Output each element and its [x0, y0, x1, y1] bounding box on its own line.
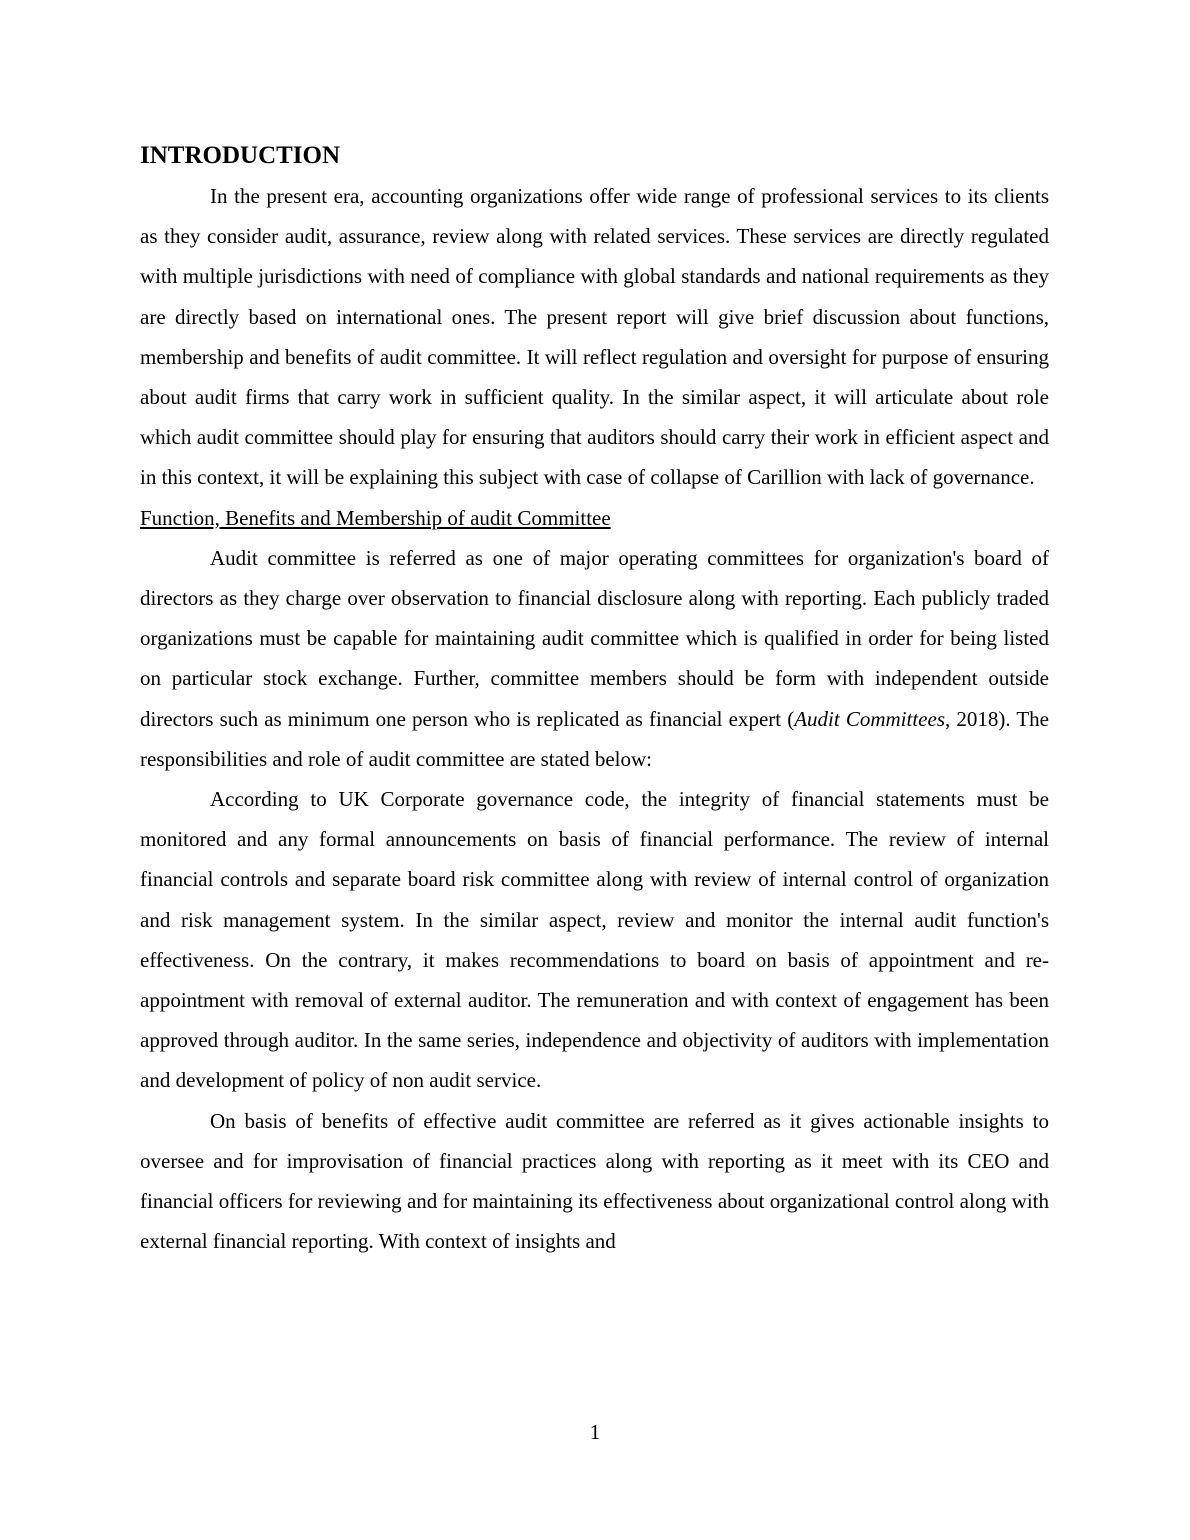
citation-title: Audit Committees — [794, 706, 945, 731]
paragraph-benefits: On basis of benefits of effective audit committee are referred as it gives actionable insights to oversee and for improvisation of financial practices along with reporting as it meet with its CEO and financial officers for reviewing and for maintaining its effectiveness about organizational control along with external financial reporting. With context of insights and — [140, 1108, 1049, 1254]
paragraph-text: , 2018). The responsibilities and role of audit committee are stated below: — [140, 706, 1049, 771]
page-number: 1 — [589, 1420, 601, 1444]
document-page — [140, 136, 1049, 1261]
subsection-heading: Function, Benefits and Membership of audit Committee — [140, 505, 611, 530]
paragraph-audit-committee — [140, 538, 1049, 779]
paragraph-governance-code: According to UK Corporate governance code, the integrity of financial statements must be monitored and any formal announcements on basis of financial performance. The review of internal financial controls and separate board risk committee along with review of internal control of organization and risk management system. In the similar aspect, review and monitor the internal audit function's effectiveness. On the contrary, it makes recommendations to board on basis of appointment and re-appointment with removal of external auditor. The remuneration and with context of engagement has been approved through auditor. In the same series, independence and objectivity of auditors with implementation and development of policy of non audit service. — [140, 787, 1049, 1093]
section-heading: INTRODUCTION — [140, 142, 341, 169]
paragraph-text: Audit committee is referred as one of major operating committees for organization's board of directors as they charge over observation to financial disclosure along with reporting. Each publicly traded organizations must be capable for maintaining audit committee which is qualified in order for being listed on particular stock exchange. Further, committee members should be form with independent outside directors such as minimum one person who is replicated as financial expert ( — [140, 545, 1049, 731]
intro-paragraph: In the present era, accounting organizations offer wide range of professional services to its clients as they consider audit, assurance, review along with related services. These services are directly regulated with multiple jurisdictions with need of compliance with global standards and national requirements as they are directly based on international ones. The present report will give brief discussion about functions, membership and benefits of audit committee. It will reflect regulation and oversight for purpose of ensuring about audit firms that carry work in sufficient quality. In the similar aspect, it will articulate about role which audit committee should play for ensuring that auditors should carry their work in efficient aspect and in this context, it will be explaining this subject with case of collapse of Carillion with lack of governance. — [140, 184, 1049, 490]
